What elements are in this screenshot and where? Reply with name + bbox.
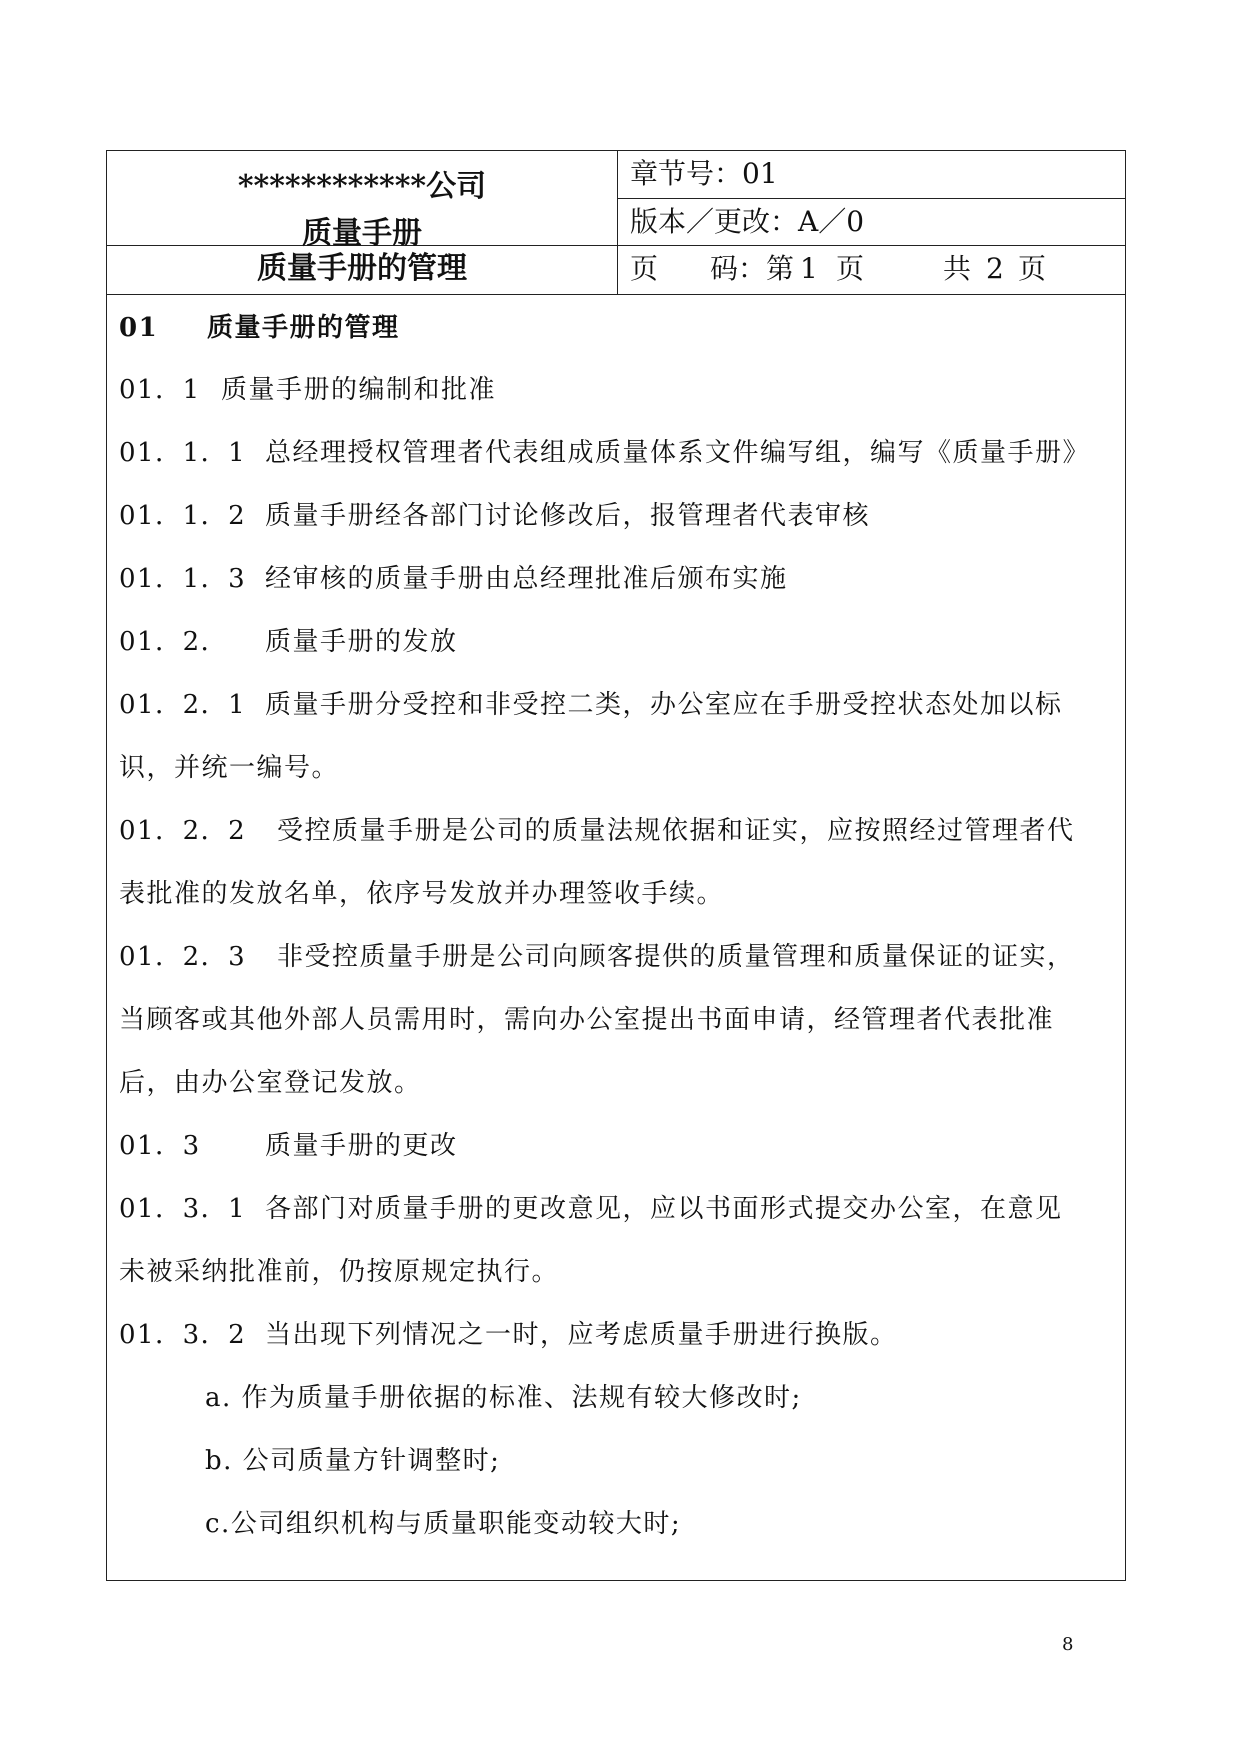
company-name: ************公司 (237, 169, 487, 204)
content-line (119, 1314, 898, 1351)
clause-text: 总经理授权管理者代表组成质量体系文件编写组，编写《质量手册》 (265, 438, 1091, 468)
page-info (618, 246, 1125, 295)
manual-title: 质量手册 (302, 216, 422, 251)
content-line (119, 684, 1063, 721)
clause-number: 01．1．2 (119, 501, 247, 531)
clause-text: 表批准的发放名单，依序号发放并办理签收手续。 (119, 879, 725, 909)
header-title-cell (107, 151, 617, 251)
clause-text: 质量手册分受控和非受控二类，办公室应在手册受控状态处加以标 (265, 690, 1063, 720)
page-total-unit: 页 (1018, 252, 1047, 285)
content-line (119, 1062, 422, 1099)
clause-text: 非受控质量手册是公司向顾客提供的质量管理和质量保证的证实， (277, 942, 1075, 972)
clause-number: 01．2． (119, 627, 229, 657)
list-item-text: c.公司组织机构与质量职能变动较大时; (205, 1509, 682, 1539)
clause-text: 经审核的质量手册由总经理批准后颁布实施 (265, 564, 788, 594)
clause-text: 受控质量手册是公司的质量法规依据和证实，应按照经过管理者代 (277, 816, 1075, 846)
content-line (119, 747, 339, 784)
clause-number: 01．2．2 (119, 816, 247, 846)
chapter-number: 章节号：01 (618, 151, 1125, 199)
clause-number: 01．3 (119, 1131, 201, 1161)
clause-text: 识，并统一编号。 (119, 753, 340, 783)
content-line (119, 495, 870, 532)
clause-text: 质量手册的更改 (265, 1131, 458, 1161)
clause-text: 各部门对质量手册的更改意见，应以书面形式提交办公室，在意见 (265, 1194, 1063, 1224)
content-line (119, 1125, 458, 1162)
page-total-label: 共 (943, 252, 972, 285)
header-table (107, 151, 1125, 295)
page-unit: 页 (836, 252, 865, 285)
clause-number: 01．2．1 (119, 690, 247, 720)
list-item (205, 1440, 500, 1477)
content-line (119, 558, 788, 595)
clause-number: 01．2．3 (119, 942, 247, 972)
clause-text: 后，由办公室登记发放。 (119, 1068, 422, 1098)
clause-number: 01 (119, 313, 159, 343)
clause-text: 当出现下列情况之一时，应考虑质量手册进行换版。 (265, 1320, 898, 1350)
content-line (119, 999, 1054, 1036)
list-item (205, 1503, 681, 1540)
clause-number: 01．3．1 (119, 1194, 247, 1224)
content-line (119, 369, 496, 406)
content-line (119, 936, 1075, 973)
list-item-text: a. 作为质量手册依据的标准、法规有较大修改时; (205, 1383, 802, 1413)
clause-text: 未被采纳批准前，仍按原规定执行。 (119, 1257, 560, 1287)
content-line (119, 1251, 559, 1288)
document-frame (106, 150, 1126, 1581)
clause-text: 质量手册的管理 (207, 313, 400, 343)
clause-number: 01．1．3 (119, 564, 247, 594)
content-line (119, 810, 1075, 847)
page-number: 8 (1062, 1634, 1074, 1655)
page-current: 1 (800, 252, 818, 285)
clause-text: 质量手册的编制和批准 (221, 375, 497, 405)
clause-number: 01．1 (119, 375, 201, 405)
content-line (119, 621, 458, 658)
clause-text: 当顾客或其他外部人员需用时，需向办公室提出书面申请，经管理者代表批准 (119, 1005, 1055, 1035)
page-code-label: 码：第 (710, 252, 795, 285)
list-item (205, 1377, 802, 1414)
page-label: 页 (630, 252, 659, 285)
section-title: 质量手册的管理 (257, 251, 467, 286)
list-item-text: b. 公司质量方针调整时; (205, 1446, 501, 1476)
clause-number: 01．1．1 (119, 438, 247, 468)
clause-text: 质量手册的发放 (265, 627, 458, 657)
page-total: 2 (986, 252, 1004, 285)
content-line (119, 873, 724, 910)
content-line (119, 432, 1090, 469)
clause-text: 质量手册经各部门讨论修改后，报管理者代表审核 (265, 501, 871, 531)
content-line (119, 307, 400, 344)
version-info: 版本／更改：A／0 (618, 199, 1125, 246)
content-line (119, 1188, 1063, 1225)
header-right (618, 151, 1125, 294)
clause-number: 01．3．2 (119, 1320, 247, 1350)
header-left (107, 151, 618, 294)
